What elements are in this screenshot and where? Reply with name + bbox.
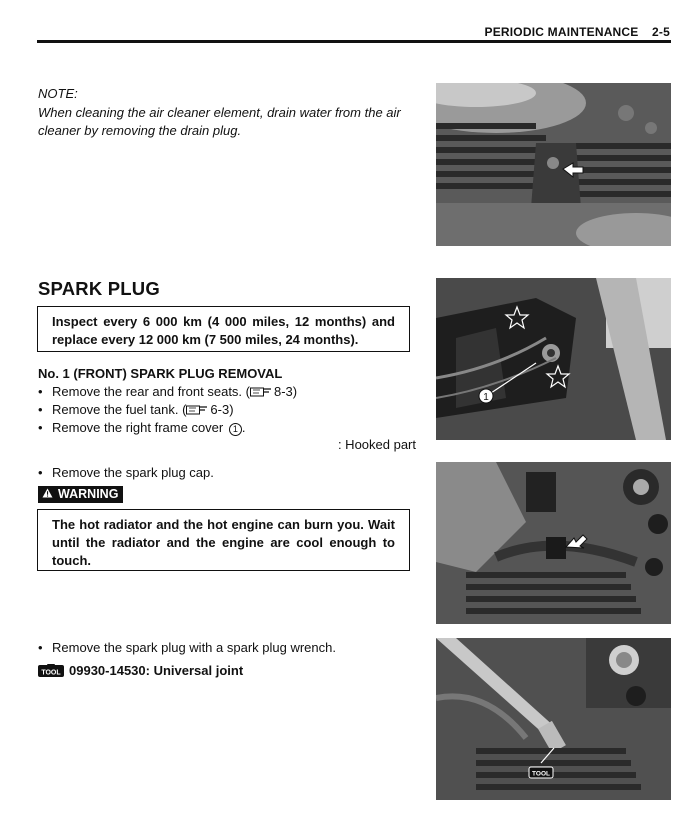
tool-badge-text: TOOL (41, 669, 61, 677)
step-text: Remove the rear and front seats. ( (52, 384, 250, 399)
page-header (484, 25, 670, 39)
warning-label-text: WARNING (58, 487, 119, 501)
warning-label (38, 486, 123, 503)
callout-number: 1 (229, 423, 242, 436)
spark-plug-wrench-photo (436, 638, 671, 800)
note-text: When cleaning the air cleaner element, drain water from the air cleaner by removing the drain plug. (38, 105, 401, 138)
note-label: NOTE: (38, 86, 78, 101)
special-tool (38, 663, 243, 678)
step-remove-fuel-tank: • Remove the fuel tank. ( 6-3) (38, 402, 234, 417)
plug-cap-image (436, 462, 671, 624)
step-text: Remove the right frame cover (52, 420, 227, 435)
reference-hand-icon (186, 405, 208, 415)
tool-badge-icon (38, 664, 64, 677)
frame-cover-image (436, 278, 671, 440)
warning-box: The hot radiator and the hot engine can burn you. Wait until the radiator and the engine are cool enough to touch. (37, 509, 410, 571)
step-remove-frame-cover: • Remove the right frame cover 1 . (38, 420, 246, 435)
subsection-title: No. 1 (FRONT) SPARK PLUG REMOVAL (38, 366, 283, 381)
header-rule (37, 40, 671, 43)
photo-callout-number: 1 (483, 392, 489, 403)
right-frame-cover-photo (436, 278, 671, 440)
plug-wrench-image (436, 638, 671, 800)
step-text: Remove the spark plug cap. (52, 465, 214, 480)
step-remove-cap: • Remove the spark plug cap. (38, 465, 214, 480)
hooked-part-legend (338, 437, 416, 452)
step-remove-seats: • Remove the rear and front seats. ( 8-3) (38, 384, 298, 399)
spark-plug-cap-photo (436, 462, 671, 624)
warning-triangle-icon (42, 488, 53, 498)
step-reference: 8-3) (273, 384, 298, 399)
step-text: Remove the spark plug with a spark plug wrench. (52, 640, 336, 655)
reference-hand-icon (250, 387, 272, 397)
header-title: PERIODIC MAINTENANCE (484, 25, 639, 39)
air-cleaner-drain-plug-photo (436, 83, 671, 246)
interval-box: Inspect every 6 000 km (4 000 miles, 12 months) and replace every 12 000 km (7 500 miles, 24 months). (37, 306, 410, 352)
photo-tool-badge: TOOL (532, 770, 550, 778)
step-suffix: . (241, 420, 246, 435)
step-remove-plug: • Remove the spark plug with a spark plug wrench. (38, 640, 336, 655)
section-title: SPARK PLUG (38, 278, 160, 299)
hooked-part-text: : Hooked part (337, 437, 416, 452)
tool-text: 09930-14530: Universal joint (69, 663, 244, 678)
step-reference: 6-3) (210, 402, 234, 417)
header-page-number: 2-5 (652, 25, 670, 39)
step-text: Remove the fuel tank. ( (52, 402, 187, 417)
engine-fins-image (436, 83, 671, 246)
